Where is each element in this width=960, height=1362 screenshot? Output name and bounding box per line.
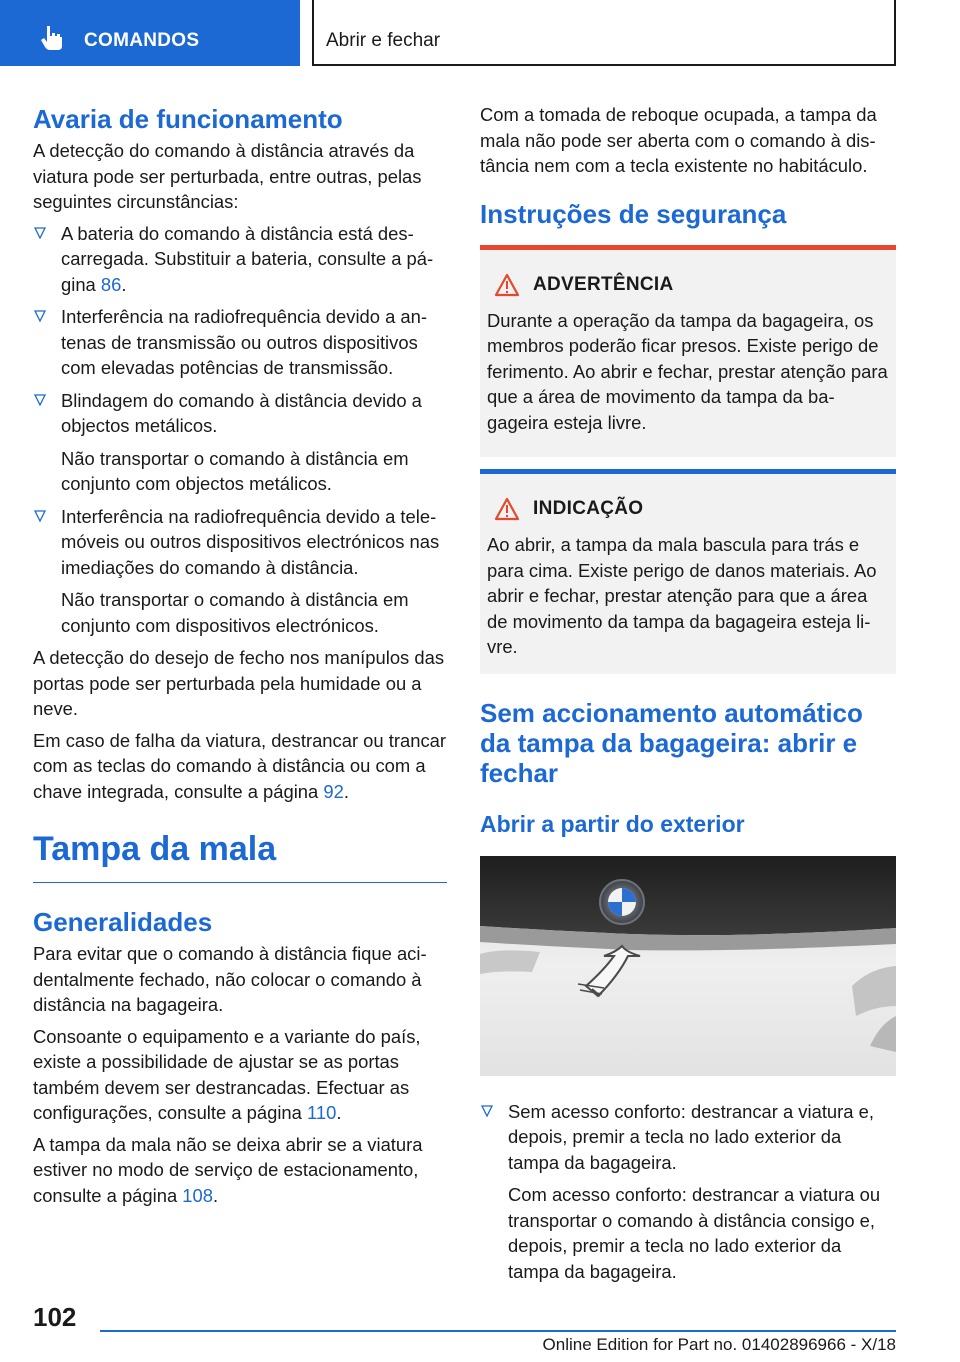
warning-text: Durante a operação da tampa da bagageira, os membros poderão ficar presos. Existe perigo de ferimento. Ao abrir e fechar, prestar atenção para que a área de movimento da tampa da bagageira esteja livre. bbox=[487, 309, 888, 433]
list-item bbox=[33, 304, 447, 381]
page-link-110[interactable]: 110 bbox=[307, 1102, 337, 1123]
general-paragraph-2 bbox=[33, 1024, 447, 1126]
warning-triangle-icon bbox=[494, 273, 520, 297]
malfunction-intro: A detecção do comando à distância através da viatura pode ser perturbada, entre outras, pelas seguintes circunstâncias: bbox=[33, 140, 422, 212]
page-link-92[interactable]: 92 bbox=[323, 780, 344, 802]
section-title: COMANDOS bbox=[84, 30, 200, 51]
notice-title: INDICAÇÃO bbox=[533, 498, 644, 519]
right-column bbox=[480, 102, 896, 1291]
triangle-bullet-icon bbox=[481, 1105, 493, 1117]
hand-pointer-icon bbox=[38, 24, 66, 52]
triangle-bullet-icon bbox=[34, 394, 46, 406]
left-column bbox=[33, 96, 447, 1214]
humidity-paragraph: A detecção do desejo de fecho nos manípulos das portas pode ser perturbada pela humidade ou a neve. bbox=[33, 647, 445, 719]
trunk-button-photo bbox=[480, 856, 896, 1076]
section-tab bbox=[0, 0, 300, 66]
notice-text: Ao abrir, a tampa da mala bascula para trás e para cima. Existe perigo de danos materiais. Ao abrir e fechar, prestar atenção para que a área de movimento da tampa da bagageira esteja livre. bbox=[487, 534, 877, 657]
list-item-subtext: Não transportar o comando à distância em conjunto com dispositivos electrónicos. bbox=[61, 589, 409, 636]
subsection-title: Abrir e fechar bbox=[326, 30, 441, 51]
list-item bbox=[33, 388, 447, 497]
warning-title: ADVERTÊNCIA bbox=[533, 273, 674, 295]
footer-text: Online Edition for Part no. 01402896966 - X/18 bbox=[542, 1335, 896, 1354]
list-item-subtext: Com acesso conforto: destrancar a viatura ou transportar o comando à distância consigo e, depois, premir a tecla no lado exterior da tampa da bagageira. bbox=[508, 1184, 881, 1282]
safety-heading: Instruções de segurança bbox=[480, 198, 787, 229]
list-item-subtext: Não transportar o comando à distância em conjunto com objectos metálicos. bbox=[61, 447, 409, 494]
general-heading: Generalidades bbox=[33, 907, 213, 937]
general-paragraph-3 bbox=[33, 1132, 447, 1209]
failure-text: Em caso de falha da viatura, destrancar ou trancar com as teclas do comando à distância ou com a chave integrada, consulte a página bbox=[33, 729, 446, 802]
malfunction-list bbox=[33, 221, 447, 639]
warning-box bbox=[480, 250, 896, 458]
page-number: 102 bbox=[33, 1302, 77, 1332]
list-item bbox=[480, 1099, 896, 1285]
page-link-86[interactable]: 86 bbox=[100, 273, 122, 295]
list-item-text: Interferência na radiofrequência devido a antenas de transmissão ou outros dispositivos com elevadas potências de transmissão. bbox=[61, 306, 428, 378]
list-item-text: Interferência na radiofrequência devido a telemóveis ou outros dispositivos electrónicos nas imediações do comando à distância. bbox=[61, 505, 440, 578]
list-item bbox=[33, 504, 447, 639]
triangle-bullet-icon bbox=[34, 510, 46, 522]
general-paragraph-2-end: . bbox=[336, 1102, 342, 1123]
page-link-108[interactable]: 108 bbox=[182, 1184, 213, 1206]
general-paragraph-3-text: A tampa da mala não se deixa abrir se a viatura estiver no modo de serviço de estacionamento, consulte a página bbox=[33, 1133, 423, 1206]
manual-heading: Sem accionamento automático da tampa da bagageira: abrir e fechar bbox=[480, 697, 863, 788]
notice-triangle-icon bbox=[494, 497, 520, 521]
tow-paragraph: Com a tomada de reboque ocupada, a tampa da mala não pode ser aberta com o comando à distância nem com a tecla existente no habitáculo. bbox=[480, 104, 877, 176]
general-paragraph-2-text: Consoante o equipamento e a variante do país, existe a possibilidade de ajustar se as portas também devem ser destrancadas. Efectuar as configurações, consulte a página bbox=[33, 1025, 421, 1123]
triangle-bullet-icon bbox=[34, 310, 46, 322]
trunk-heading: Tampa da mala bbox=[33, 828, 447, 883]
open-exterior-heading: Abrir a partir do exterior bbox=[480, 810, 745, 837]
open-steps-list bbox=[480, 1099, 896, 1285]
malfunction-heading: Avaria de funcionamento bbox=[33, 104, 343, 134]
list-item-text-end: . bbox=[121, 273, 127, 295]
footer-divider bbox=[100, 1330, 896, 1332]
list-item-text: A bateria do comando à distância está descarregada. Substituir a bateria, consulte a página bbox=[61, 222, 434, 295]
list-item-text: Blindagem do comando à distância devido a objectos metálicos. bbox=[61, 389, 422, 436]
list-item bbox=[33, 221, 447, 298]
failure-text-end: . bbox=[343, 780, 349, 802]
general-paragraph-3-end: . bbox=[212, 1184, 219, 1206]
general-paragraph-1: Para evitar que o comando à distância fique acidentalmente fechado, não colocar o comando à distância na bagageira. bbox=[33, 943, 427, 1015]
failure-paragraph bbox=[33, 728, 447, 805]
list-item-text: Sem acesso conforto: destrancar a viatura e, depois, premir a tecla no lado exterior da tampa da bagageira. bbox=[508, 1100, 874, 1173]
notice-box bbox=[480, 474, 896, 674]
triangle-bullet-icon bbox=[34, 227, 46, 239]
